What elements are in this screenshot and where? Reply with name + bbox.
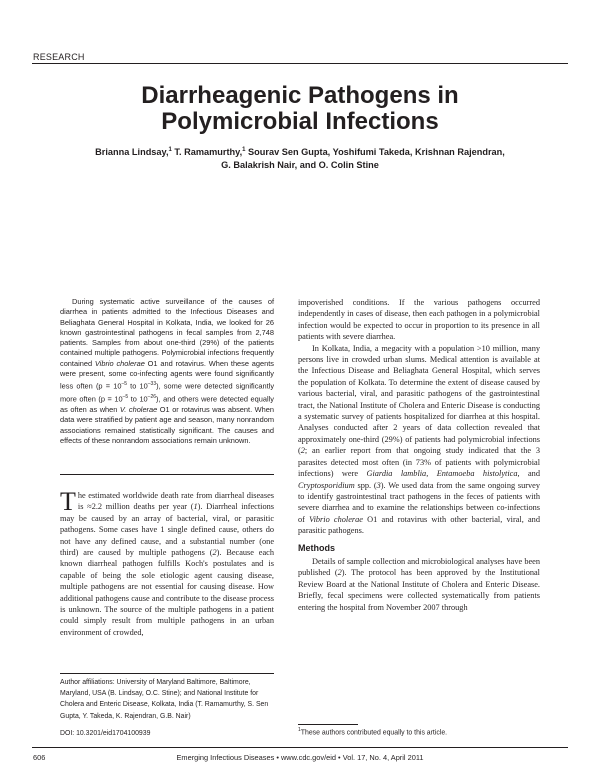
- drop-cap: T: [60, 487, 76, 516]
- abstract: [60, 297, 274, 446]
- page-number: 606: [33, 753, 46, 762]
- body-paragraph-1: impoverished conditions. If the various pathogens occurred independently in cases of disease, then each pathogen in a polymicrobial infection would be expected to occur in proportion to its presence in all patients with severe diarrhea.: [298, 298, 540, 342]
- doi: DOI: 10.3201/eid1704100939: [60, 730, 151, 737]
- author-list: [60, 144, 540, 172]
- body-paragraph-2: In Kolkata, India, a megacity with a population >10 million, many persons live in crowded urban slums. Medical attention is available at the Infectious Disease and Beliaghata General Hospital, which serves the population of Kolkata. To determine the extent of disease caused by various bacterial, viral, and parasitic pathogens of the gastrointestinal tract, the National Institute of Cholera and Enteric Disease is conducting a systematic survey of patients hospitalized for diarrhea at this hospital. Analyses conducted after 2 years of data collection revealed that approximately one-third (29%) of patients had polymicrobial infections (2; an earlier report from that ongoing study indicated that the 3 parasites detected most often (in 73% of patients with polymicrobial infections) were Giardia lamblia, Entamoeba histolytica, and Cryptosporidium spp. (3). We used data from the same ongoing survey to identify gastrointestinal tract pathogens in the feces of patients with severe diarrhea and to examine the relationships between co-infections of Vibrio cholerae O1 and rotavirus with other bacterial, viral, and parasitic pathogens.: [298, 343, 540, 536]
- article-title: [60, 83, 540, 135]
- affiliations-divider: [60, 673, 274, 674]
- author-affiliations: Author affiliations: University of Maryland Baltimore, Baltimore, Maryland, USA (B. Lindsay, O.C. Stine); and National Institute for Cholera and Enteric Disease, Kolkata, India (T. Ramamurthy, S. Sen Gupta, Y. Takeda, K. Rajendran, G.B. Nair): [60, 679, 269, 720]
- abstract-divider: [60, 474, 274, 475]
- footnote: $^1$These authors contributed equally to this article.: [298, 727, 448, 737]
- footnote-divider: [298, 724, 358, 725]
- intro-paragraph: The estimated worldwide death rate from diarrheal diseases is ≈2.2 million deaths per year (1). Diarrheal infections may be caused by an array of bacterial, viral, or parasitic pathogens. Some cases have 1 single defined cause, others do not have any defined cause, and a substantial number (one third) are caused by multiple pathogens (2). Because each known diarrheal pathogen fulfills Koch's postulates and is capable of being the sole etiologic agent causing disease, multiple pathogens are not essential for causing disease. How additional pathogens cause and contribute to the disease process is unknown. The source of the multiple pathogens in a patient could simply result from multiple pathogens in an urban environment of crowded,: [60, 487, 274, 637]
- body-right-column: [298, 297, 540, 613]
- body-left-column: [60, 487, 274, 638]
- header-rule: [32, 63, 568, 64]
- title-line-1: Diarrheagenic Pathogens in: [141, 82, 459, 109]
- abstract-text: During systematic active surveillance of the causes of diarrhea in patients admitted to the Infectious Diseases and Beliaghata General Hospital in Kolkata, India, we looked for 26 known gastrointestinal pathogens in fecal samples from 2,748 patients. Samples from about one-third (29%) of the patients contained multiple pathogens. Polymicrobial infections frequently contained Vibrio cholerae O1 and rotavirus. When these agents were present, some co-infecting agents were found significantly less often ($p = 10^{-5}$ to $10^{-33}$), some were detected significantly more often ($p = 10^{-5}$ to $10^{-26}$), and others were detected equally as often as when V. cholerae O1 or rotavirus was absent. When data were stratified by patient age and season, many nonrandom associations remained statistically significant. The causes and effects of these nonrandom associations remain unknown.: [60, 297, 275, 445]
- footer-rule: [32, 747, 568, 748]
- methods-heading: Methods: [298, 542, 335, 553]
- methods-paragraph: Details of sample collection and microbiological analyses have been published (2). The protocol has been approved by the Institutional Review Board at the National Institute of Cholera and Enteric Disease. Briefly, fecal specimens were collected systematically from patients entering the hospital from November 2007 through: [298, 556, 540, 612]
- section-label: RESEARCH: [33, 52, 85, 62]
- journal-citation: Emerging Infectious Diseases • www.cdc.gov/eid • Vol. 17, No. 4, April 2011: [176, 753, 424, 762]
- author-line-2: G. Balakrish Nair, and O. Colin Stine: [221, 160, 379, 171]
- title-line-2: Polymicrobial Infections: [161, 108, 439, 135]
- author-line-1: Brianna Lindsay,$^1$ T. Ramamurthy,$^1$ Sourav Sen Gupta, Yoshifumi Takeda, Krishnan Rajendran,: [95, 147, 505, 158]
